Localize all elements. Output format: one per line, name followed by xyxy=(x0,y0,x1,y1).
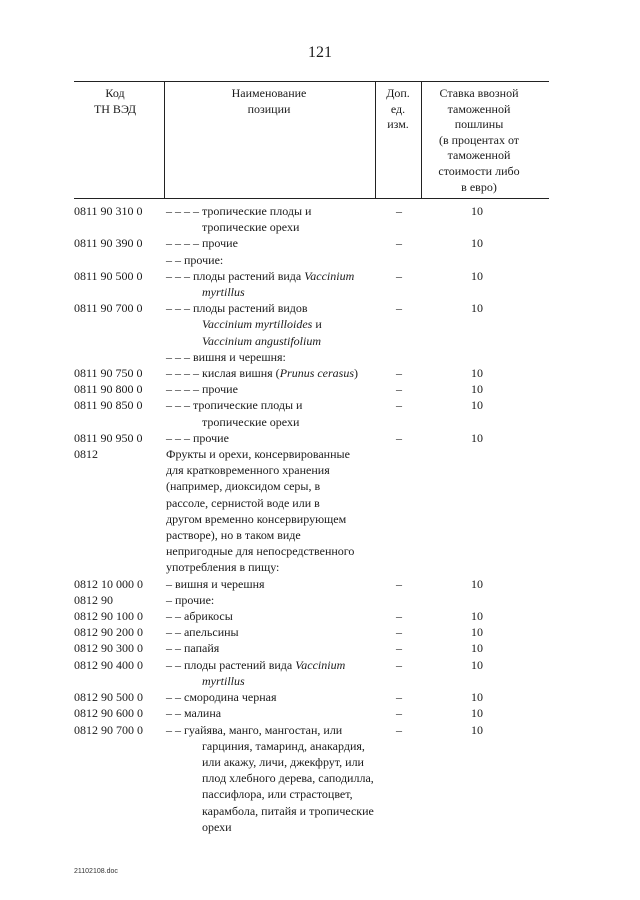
table-top-rule xyxy=(74,81,549,82)
table-row xyxy=(74,705,549,721)
rate-cell: 10 xyxy=(471,722,483,737)
rate-cell: 10 xyxy=(471,625,483,640)
rate-cell: 10 xyxy=(471,301,483,316)
name-line: другом временно консервирующем xyxy=(166,511,347,526)
name-line: (например, диоксидом серы, в xyxy=(166,479,321,494)
rate-cell: 10 xyxy=(471,641,483,656)
rate-cell: 10 xyxy=(471,706,483,721)
code-cell: 0811 90 310 0 xyxy=(74,204,143,218)
rate-cell: 10 xyxy=(471,690,483,705)
code-cell: 0811 90 390 0 xyxy=(74,236,143,251)
table-row xyxy=(74,446,549,576)
name-cell xyxy=(166,397,376,429)
code-cell: 0812 10 000 0 xyxy=(74,576,143,591)
name-line: – – – вишня и черешня: xyxy=(166,349,286,364)
unit-cell: – xyxy=(396,609,402,624)
code-cell: 0811 90 700 0 xyxy=(74,301,143,316)
column-divider xyxy=(164,81,165,198)
unit-cell: – xyxy=(396,641,402,656)
page-number: 121 xyxy=(308,44,332,61)
header-rate: Ставка ввозной таможенной пошлины (в процентах от таможенной стоимости либо в евро) xyxy=(438,86,520,194)
name-cell xyxy=(166,381,376,397)
table-row xyxy=(74,689,549,705)
table-row xyxy=(74,430,549,446)
name-line: Фрукты и орехи, консервированные xyxy=(166,447,350,462)
name-line: употребления в пищу: xyxy=(166,560,280,575)
name-line: рассоле, сернистой воде или в xyxy=(166,495,320,510)
unit-cell: – xyxy=(396,430,402,445)
header-unit: Доп. ед. изм. xyxy=(386,86,410,132)
unit-cell: – xyxy=(396,301,402,316)
name-cell xyxy=(166,592,376,608)
code-cell: 0812 90 200 0 xyxy=(74,625,143,640)
name-line: – – смородина черная xyxy=(166,690,277,705)
name-cell xyxy=(166,657,376,689)
rate-cell: 10 xyxy=(471,382,483,397)
rate-cell: 10 xyxy=(471,204,483,218)
table-row xyxy=(74,268,549,300)
table-row xyxy=(74,235,549,251)
table-row xyxy=(74,365,549,381)
unit-cell: – xyxy=(396,625,402,640)
name-cell xyxy=(166,689,376,705)
column-divider xyxy=(421,81,422,198)
table-row xyxy=(74,592,549,608)
name-cell xyxy=(166,300,376,349)
rate-cell: 10 xyxy=(471,366,483,381)
name-cell xyxy=(166,430,376,446)
unit-cell: – xyxy=(396,398,402,413)
name-cell xyxy=(166,268,376,300)
unit-cell: – xyxy=(396,236,402,251)
name-line: тропические орехи xyxy=(202,220,300,235)
rate-cell xyxy=(422,592,532,608)
unit-cell: – xyxy=(396,366,402,381)
name-line: гарциния, тамаринд, анакардия, xyxy=(202,738,365,753)
name-line: – – плоды растений вида Vaccinium xyxy=(166,657,346,672)
code-cell: 0812 90 600 0 xyxy=(74,706,143,721)
unit-cell: – xyxy=(396,204,402,218)
unit-cell xyxy=(376,446,422,576)
name-line: – – – – прочие xyxy=(166,236,238,251)
name-cell xyxy=(166,365,376,381)
code-cell: 0812 90 100 0 xyxy=(74,609,143,624)
unit-cell xyxy=(376,252,422,268)
code-cell: 0812 xyxy=(74,447,98,462)
name-line: орехи xyxy=(202,819,232,834)
unit-cell: – xyxy=(396,268,402,283)
table-row xyxy=(74,349,549,365)
unit-cell: – xyxy=(396,576,402,591)
name-cell xyxy=(166,608,376,624)
code-cell: 0811 90 500 0 xyxy=(74,268,143,283)
unit-cell xyxy=(376,592,422,608)
name-line: пассифлора, или страстоцвет, xyxy=(202,787,353,802)
rate-cell: 10 xyxy=(471,268,483,283)
name-line: для кратковременного хранения xyxy=(166,463,330,478)
name-line: растворе), но в таком виде xyxy=(166,528,301,543)
unit-cell: – xyxy=(396,657,402,672)
rate-cell xyxy=(422,446,532,576)
code-cell: 0812 90 xyxy=(74,592,113,607)
code-cell: 0812 90 400 0 xyxy=(74,657,143,672)
name-line: плод хлебного дерева, саподилла, xyxy=(202,771,374,786)
code-cell xyxy=(74,252,166,268)
name-line: Vaccinium myrtilloides и xyxy=(202,317,322,332)
name-line: – – – плоды растений вида Vaccinium xyxy=(166,268,355,283)
name-line: – – – – прочие xyxy=(166,382,238,397)
name-line: – – папайя xyxy=(166,641,220,656)
table-row xyxy=(74,381,549,397)
code-cell xyxy=(74,349,166,365)
name-line: – – прочие: xyxy=(166,252,224,267)
name-line: – вишня и черешня xyxy=(166,576,265,591)
header-bottom-rule xyxy=(74,198,549,199)
name-line: myrtillus xyxy=(202,285,245,300)
rate-cell xyxy=(422,349,532,365)
name-cell xyxy=(166,624,376,640)
rate-cell: 10 xyxy=(471,576,483,591)
name-cell xyxy=(166,705,376,721)
name-line: непригодные для непосредственного xyxy=(166,544,355,559)
name-line: – – – плоды растений видов xyxy=(166,301,308,316)
unit-cell: – xyxy=(396,706,402,721)
rate-cell xyxy=(422,252,532,268)
table-row xyxy=(74,657,549,689)
code-cell: 0811 90 750 0 xyxy=(74,366,143,381)
code-cell: 0811 90 800 0 xyxy=(74,382,143,397)
rate-cell: 10 xyxy=(471,398,483,413)
name-cell xyxy=(166,349,376,365)
name-line: – – – – тропические плоды и xyxy=(166,204,312,218)
header-name: Наименование позиции xyxy=(231,86,307,116)
name-cell xyxy=(166,640,376,656)
name-line: – прочие: xyxy=(166,592,215,607)
name-cell xyxy=(166,203,376,235)
name-line: или акажу, личи, джекфрут, или xyxy=(202,754,364,769)
name-line: – – малина xyxy=(166,706,222,721)
name-cell xyxy=(166,446,376,576)
table-row xyxy=(74,640,549,656)
code-cell: 0811 90 950 0 xyxy=(74,430,143,445)
rate-cell: 10 xyxy=(471,236,483,251)
table-row xyxy=(74,576,549,592)
tariff-table-body xyxy=(74,203,549,835)
name-line: – – апельсины xyxy=(166,625,239,640)
table-row xyxy=(74,722,549,835)
code-cell: 0812 90 500 0 xyxy=(74,690,143,705)
unit-cell: – xyxy=(396,690,402,705)
rate-cell: 10 xyxy=(471,430,483,445)
name-line: myrtillus xyxy=(202,673,245,688)
name-cell xyxy=(166,252,376,268)
table-row xyxy=(74,300,549,349)
table-row xyxy=(74,203,549,235)
name-line: тропические орехи xyxy=(202,414,300,429)
code-cell: 0812 90 300 0 xyxy=(74,641,143,656)
column-divider xyxy=(375,81,376,198)
name-line: – – абрикосы xyxy=(166,609,233,624)
unit-cell xyxy=(376,349,422,365)
code-cell: 0812 90 700 0 xyxy=(74,722,143,737)
name-line: – – – тропические плоды и xyxy=(166,398,303,413)
name-line: Vaccinium angustifolium xyxy=(202,333,322,348)
table-row xyxy=(74,608,549,624)
name-cell xyxy=(166,235,376,251)
name-cell xyxy=(166,722,376,835)
name-line: – – гуайява, манго, мангостан, или xyxy=(166,722,343,737)
table-row xyxy=(74,397,549,429)
rate-cell: 10 xyxy=(471,657,483,672)
footer-doc-filename: 21102108.doc xyxy=(74,868,118,875)
rate-cell: 10 xyxy=(471,609,483,624)
table-row xyxy=(74,252,549,268)
code-cell: 0811 90 850 0 xyxy=(74,398,143,413)
name-line: – – – прочие xyxy=(166,430,229,445)
name-line: карамбола, питайя и тропические xyxy=(202,803,374,818)
unit-cell: – xyxy=(396,722,402,737)
name-line: – – – – кислая вишня (Prunus cerasus) xyxy=(166,366,359,381)
name-cell xyxy=(166,576,376,592)
header-code: Код ТН ВЭД xyxy=(93,86,137,116)
table-row xyxy=(74,624,549,640)
unit-cell: – xyxy=(396,382,402,397)
